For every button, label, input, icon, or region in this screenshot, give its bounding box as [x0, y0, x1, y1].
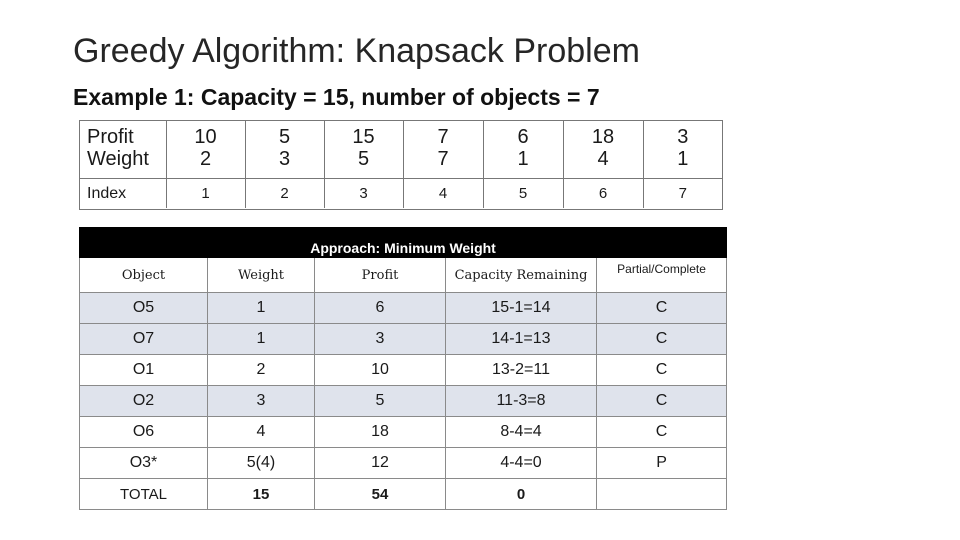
status-cell: P [597, 448, 727, 479]
weight-cell: 5 [324, 147, 403, 179]
capacity-cell: 14-1=13 [446, 324, 597, 355]
weight-label: Weight [87, 148, 149, 170]
weight-cell: 7 [403, 147, 483, 179]
index-cell: 4 [403, 179, 483, 209]
object-cell: O5 [80, 293, 208, 324]
object-cell: O7 [80, 324, 208, 355]
capacity-cell: 4-4=0 [446, 448, 597, 479]
status-cell: C [597, 293, 727, 324]
index-cell: 6 [563, 179, 643, 209]
weight-cell: 4 [208, 417, 315, 448]
example-subtitle: Example 1: Capacity = 15, number of objects = 7 [73, 84, 600, 110]
index-cell: 2 [245, 179, 324, 209]
weight-row [80, 147, 722, 179]
index-cell: 1 [166, 179, 245, 209]
weight-cell: 1 [208, 324, 315, 355]
weight-cell: 2 [208, 355, 315, 386]
status-cell: C [597, 417, 727, 448]
weight-cell: 5(4) [208, 448, 315, 479]
profit-cell: 5 [315, 386, 446, 417]
profit-cell: 18 [563, 121, 643, 147]
header-partial-complete: Partial/Complete [597, 258, 727, 293]
object-cell: O1 [80, 355, 208, 386]
header-capacity-remaining: Capacity Remaining [446, 258, 597, 293]
table-row [80, 417, 727, 448]
object-cell: O6 [80, 417, 208, 448]
header-profit: Profit [315, 258, 446, 293]
profit-cell: 7 [403, 121, 483, 147]
weight-cell: 4 [563, 147, 643, 179]
status-cell: C [597, 324, 727, 355]
total-label: TOTAL [80, 479, 208, 510]
profit-cell: 6 [315, 293, 446, 324]
profit-cell: 6 [483, 121, 563, 147]
profit-cell: 10 [166, 121, 245, 147]
index-label: Index [80, 179, 166, 209]
capacity-cell: 8-4=4 [446, 417, 597, 448]
object-cell: O2 [80, 386, 208, 417]
capacity-cell: 15-1=14 [446, 293, 597, 324]
profit-cell: 10 [315, 355, 446, 386]
weight-cell: 1 [643, 147, 722, 179]
index-cell: 5 [483, 179, 563, 209]
profit-cell: 3 [315, 324, 446, 355]
table-row [80, 293, 727, 324]
header-weight: Weight [208, 258, 315, 293]
approach-banner: Approach: Minimum Weight [80, 228, 727, 258]
slide-title: Greedy Algorithm: Knapsack Problem [73, 32, 640, 70]
profit-cell: 3 [643, 121, 722, 147]
profit-cell: 5 [245, 121, 324, 147]
status-cell: C [597, 355, 727, 386]
status-cell: C [597, 386, 727, 417]
approach-header-row [80, 258, 727, 293]
weight-cell: 1 [483, 147, 563, 179]
table-row [80, 355, 727, 386]
capacity-cell: 13-2=11 [446, 355, 597, 386]
weight-cell: 1 [208, 293, 315, 324]
profit-cell: 15 [324, 121, 403, 147]
table-row [80, 324, 727, 355]
total-status [597, 479, 727, 510]
approach-table [79, 227, 727, 510]
table-row [80, 386, 727, 417]
profit-row [80, 121, 722, 147]
header-object: Object [80, 258, 208, 293]
profit-cell: 12 [315, 448, 446, 479]
index-row [80, 179, 722, 209]
total-weight: 15 [208, 479, 315, 510]
table-row [80, 448, 727, 479]
capacity-cell: 11-3=8 [446, 386, 597, 417]
total-capacity: 0 [446, 479, 597, 510]
profit-label: Profit [87, 126, 134, 148]
weight-cell: 3 [208, 386, 315, 417]
total-row [80, 479, 727, 510]
profit-cell: 18 [315, 417, 446, 448]
objects-table [80, 121, 722, 208]
weight-cell: 2 [166, 147, 245, 179]
total-profit: 54 [315, 479, 446, 510]
weight-cell: 3 [245, 147, 324, 179]
index-cell: 3 [324, 179, 403, 209]
index-cell: 7 [643, 179, 722, 209]
object-cell: O3* [80, 448, 208, 479]
